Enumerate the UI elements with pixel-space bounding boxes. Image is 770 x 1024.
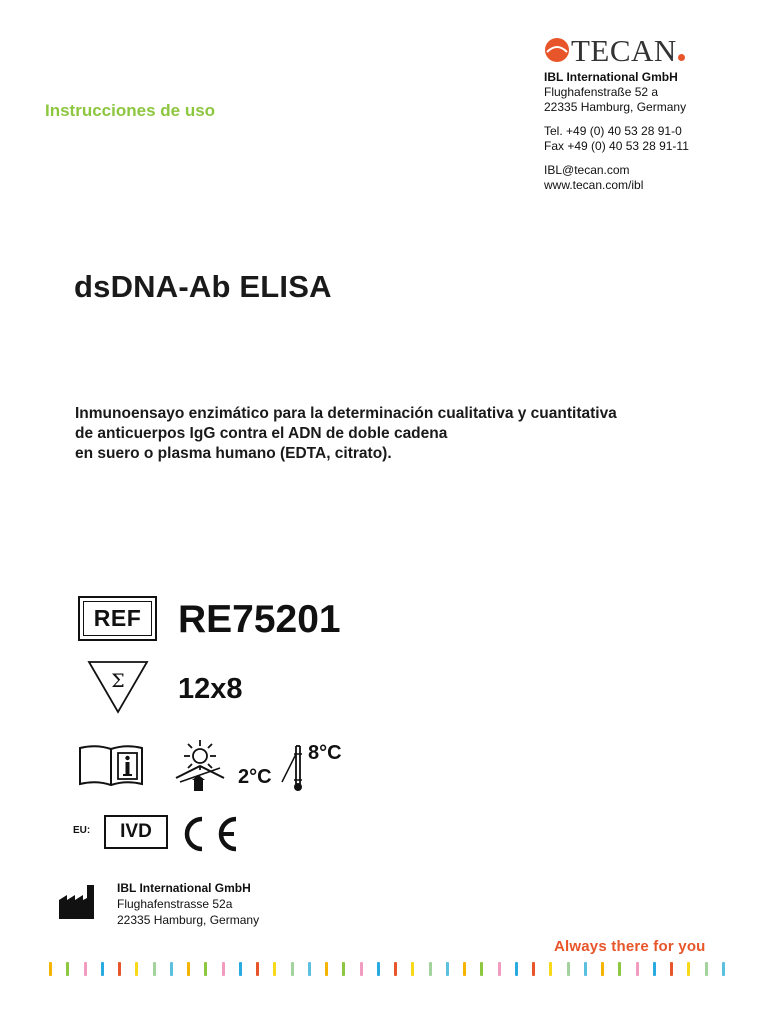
company-street: Flughafenstraße 52 a [544, 85, 659, 99]
company-email[interactable]: IBL@tecan.com [544, 163, 630, 177]
stripe-dash [239, 962, 242, 976]
stripe-dash [153, 962, 156, 976]
company-name: IBL International GmbH [544, 70, 678, 84]
stripe-dash [377, 962, 380, 976]
description-line: Inmunoensayo enzimático para la determinación cualitativa y cuantitativa [75, 405, 617, 422]
stripe-dash [618, 962, 621, 976]
tecan-logo [544, 34, 685, 66]
description-line: en suero o plasma humano (EDTA, citrato). [75, 445, 392, 462]
company-web[interactable]: www.tecan.com/ibl [544, 178, 644, 192]
temp-high: 8°C [308, 742, 342, 764]
stripe-dash [722, 962, 725, 976]
ref-label: REF [93, 605, 142, 631]
stripe-dash [429, 962, 432, 976]
manufacturer-icon [58, 884, 98, 920]
stripe-dash [636, 962, 639, 976]
stripe-dash [101, 962, 104, 976]
manufacturer-street: Flughafenstrasse 52a [117, 897, 233, 911]
ref-number: RE75201 [178, 598, 341, 641]
sigma-triangle-icon [87, 659, 149, 715]
stripe-dash [687, 962, 690, 976]
stripe-dash [705, 962, 708, 976]
stripe-dash [446, 962, 449, 976]
ref-symbol [78, 596, 157, 641]
company-address [544, 70, 689, 193]
stripe-dash [411, 962, 414, 976]
stripe-dash [498, 962, 501, 976]
manufacturer-name: IBL International GmbH [117, 881, 251, 895]
stripe-dash [463, 962, 466, 976]
stripe-dash [135, 962, 138, 976]
stripe-dash [325, 962, 328, 976]
stripe-dash [532, 962, 535, 976]
stripe-dash [204, 962, 207, 976]
stripe-dash [601, 962, 604, 976]
stripe-dash [170, 962, 173, 976]
stripe-dash [273, 962, 276, 976]
tecan-logo-icon [544, 37, 570, 63]
logo-text: TECAN [571, 32, 677, 68]
product-title: dsDNA-Ab ELISA [74, 269, 332, 304]
manufacturer-city: 22335 Hamburg, Germany [117, 913, 260, 927]
stripe-dash [670, 962, 673, 976]
logo-dot-icon [678, 54, 685, 61]
stripe-dash [49, 962, 52, 976]
stripe-dash [584, 962, 587, 976]
decorative-stripe-row [49, 962, 725, 978]
stripe-dash [222, 962, 225, 976]
company-city: 22335 Hamburg, Germany [544, 100, 687, 114]
brand-slogan: Always there for you [554, 938, 706, 955]
stripe-dash [394, 962, 397, 976]
stripe-dash [308, 962, 311, 976]
ivd-label: IVD [120, 821, 152, 842]
sigma-glyph: Σ [111, 670, 125, 692]
stripe-dash [187, 962, 190, 976]
stripe-dash [480, 962, 483, 976]
stripe-dash [84, 962, 87, 976]
stripe-dash [549, 962, 552, 976]
description-line: de anticuerpos IgG contra el ADN de doble cadena [75, 425, 448, 442]
eu-label: EU: [73, 825, 91, 836]
instructions-label: Instrucciones de uso [45, 101, 216, 120]
ivd-symbol [104, 815, 168, 849]
stripe-dash [360, 962, 363, 976]
keep-away-from-sunlight-icon [170, 738, 230, 794]
company-fax: Fax +49 (0) 40 53 28 91-11 [544, 139, 689, 153]
temperature-limit-icon [238, 742, 358, 794]
temp-low: 2°C [238, 766, 272, 788]
stripe-dash [567, 962, 570, 976]
stripe-dash [66, 962, 69, 976]
test-count: 12x8 [178, 673, 243, 705]
manufacturer-address [117, 880, 259, 928]
stripe-dash [515, 962, 518, 976]
stripe-dash [342, 962, 345, 976]
stripe-dash [653, 962, 656, 976]
stripe-dash [291, 962, 294, 976]
ce-mark-icon [174, 814, 242, 854]
product-description [75, 404, 617, 464]
consult-instructions-icon [78, 744, 144, 788]
stripe-dash [256, 962, 259, 976]
stripe-dash [118, 962, 121, 976]
company-tel: Tel. +49 (0) 40 53 28 91-0 [544, 124, 682, 138]
